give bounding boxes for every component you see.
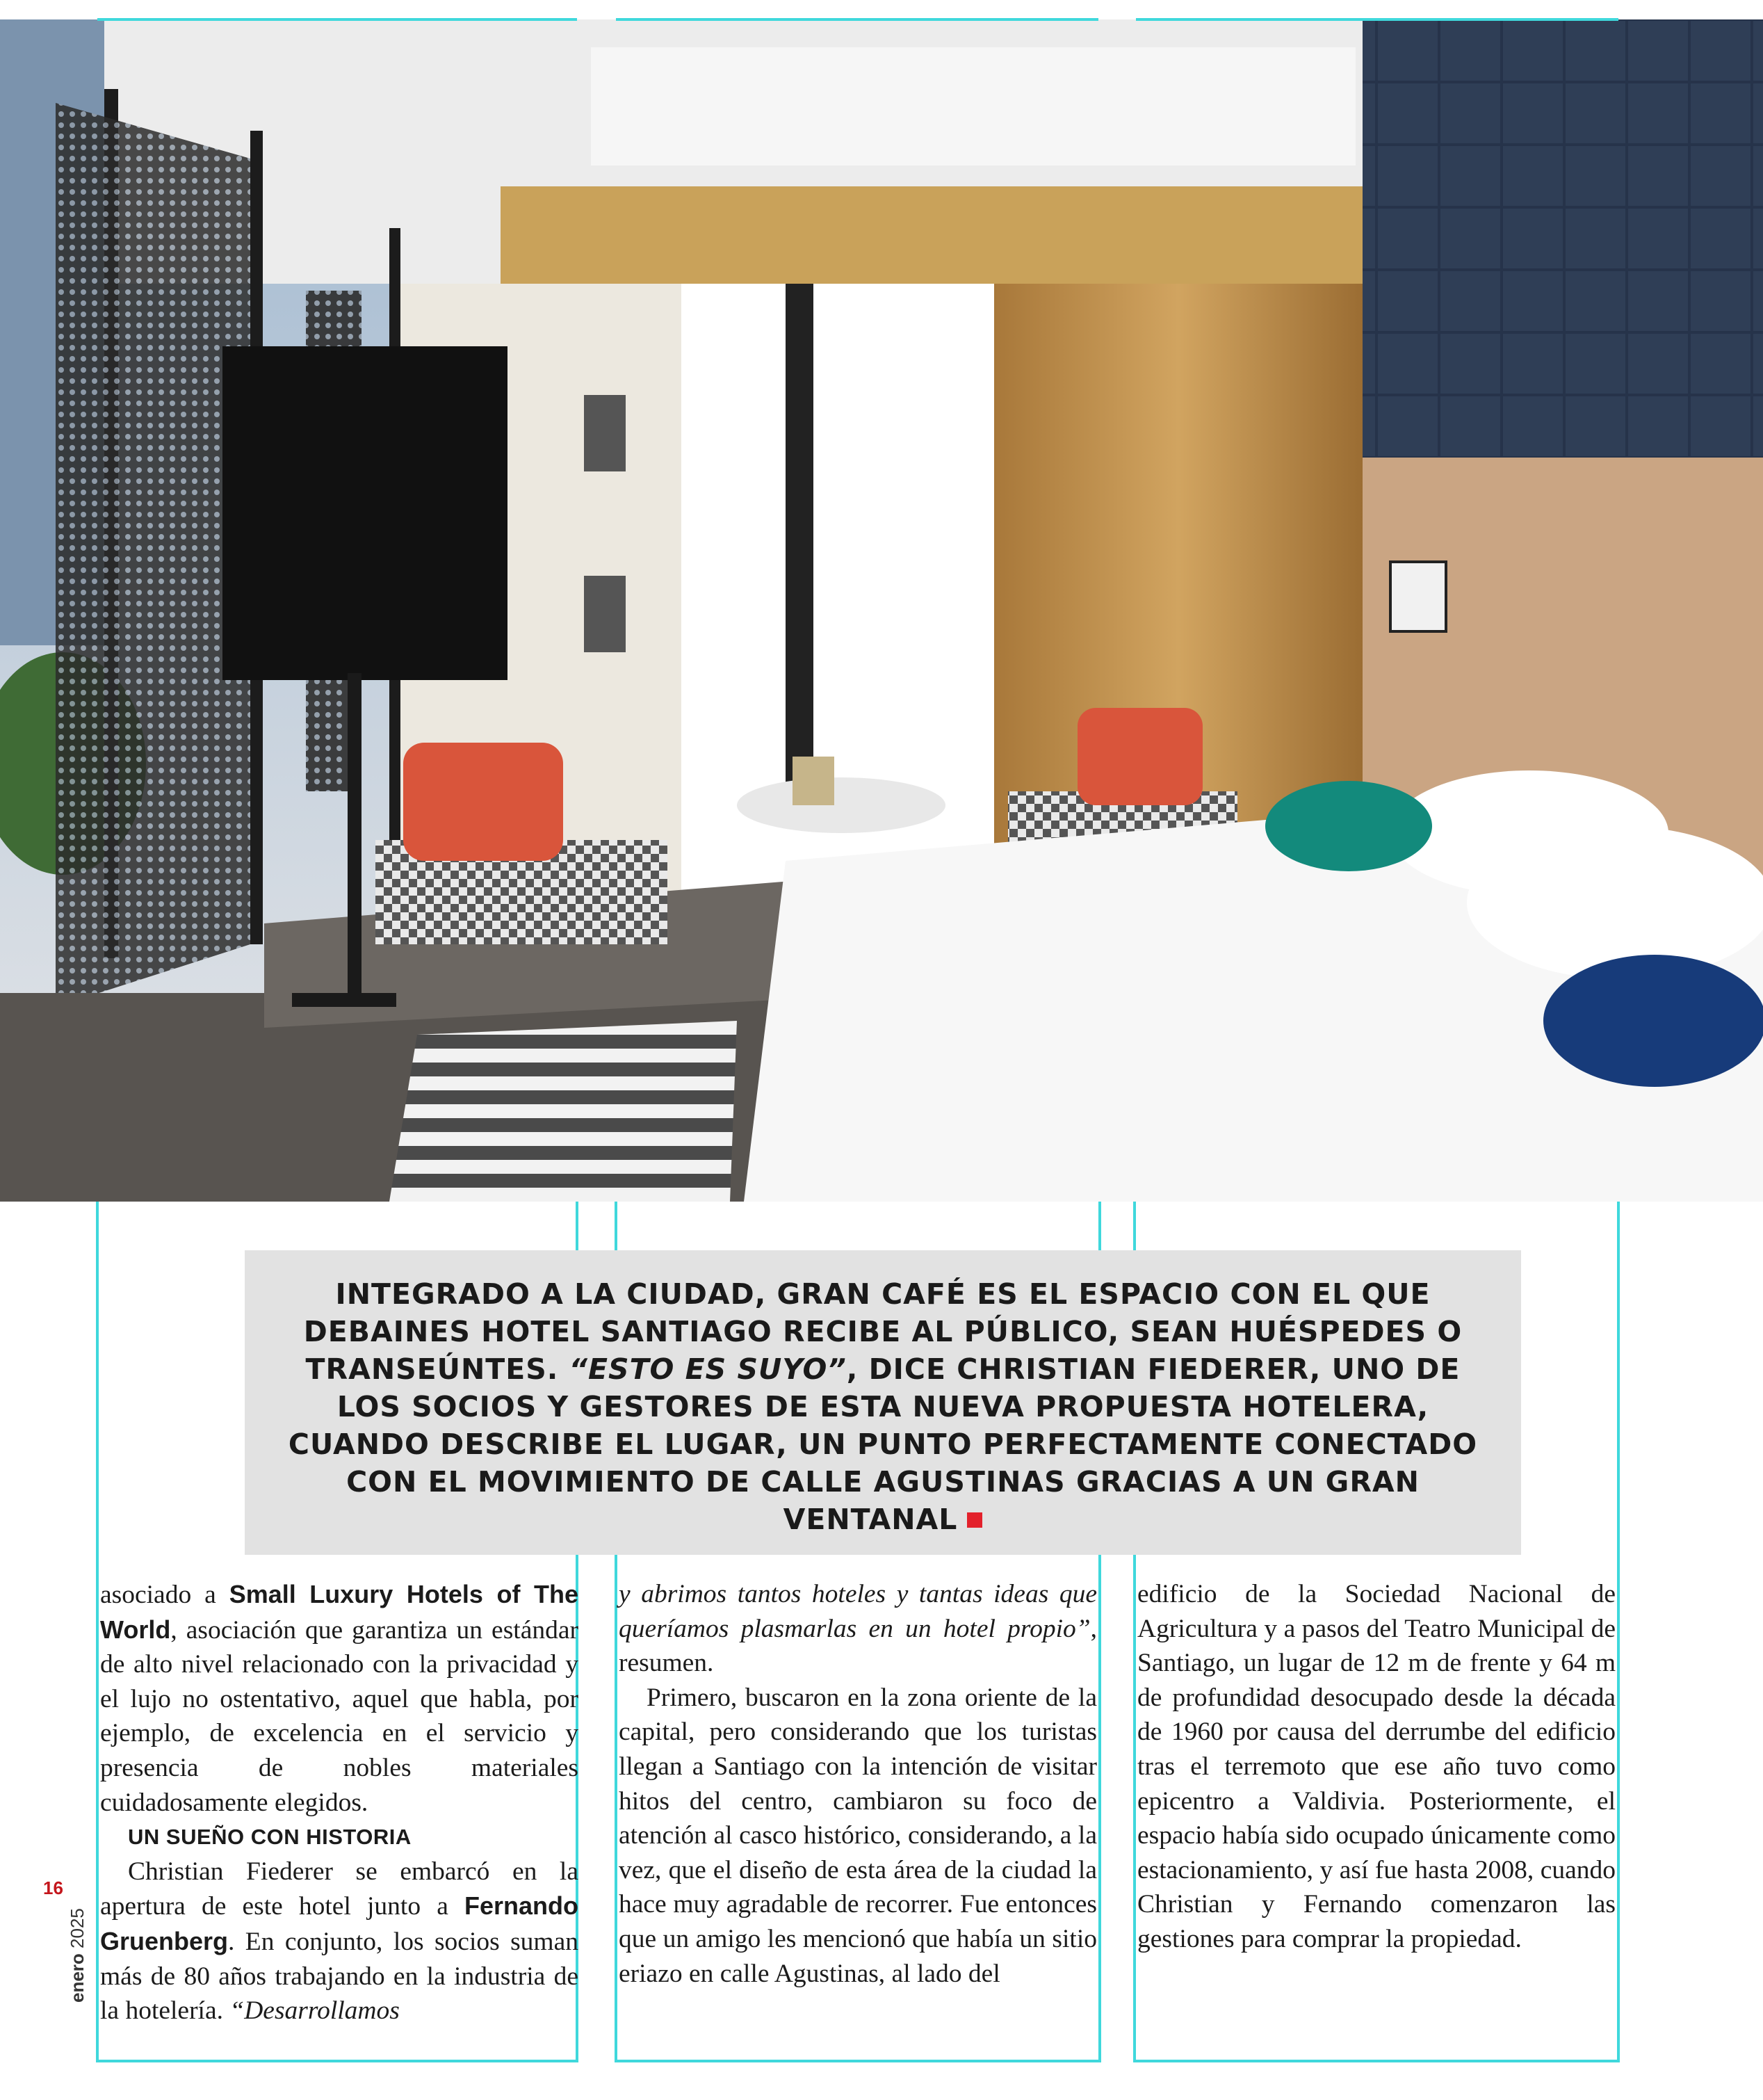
soffit — [501, 186, 1363, 284]
text-run: asociado a — [100, 1581, 229, 1609]
bold-run: Fernando Gruenberg — [100, 1891, 578, 1955]
text-column-2 — [619, 1577, 1097, 2064]
wall-lamp — [1390, 562, 1446, 631]
cushion-orange-right — [1078, 708, 1203, 805]
text-column-1 — [100, 1577, 578, 2064]
paragraph: Primero, buscaron en la zona oriente de la capital, pero considerando que los turistas llegan a Santiago con la intención de visitar hitos del centro, cambiaron su foco de atención al casco histórico, considerando, a la vez, que el diseño de esta área de la ciudad la hace muy agradable de recorrer. Fue entonces que un amigo les mencionó que había un sitio eriazo en calle Agustinas, al lado del — [619, 1683, 1097, 1988]
end-mark-icon — [967, 1512, 982, 1528]
striped-bench — [389, 1021, 737, 1202]
page-number: 16 — [43, 1877, 63, 1898]
text-run: Christian Fiederer se embarcó en la apertura de este hotel junto a — [100, 1857, 578, 1921]
section-subhead: UN SUEÑO CON HISTORIA — [128, 1825, 412, 1850]
perforated-screen — [56, 103, 250, 1007]
guide-top-2 — [616, 18, 1098, 21]
issue-month: enero — [67, 1953, 88, 2003]
cushion-orange-left — [403, 743, 563, 861]
cushion-blue — [1543, 955, 1763, 1087]
hero-photo — [0, 19, 1763, 1202]
paragraph: edificio de la Sociedad Nacional de Agricultura y a pasos del Teatro Municipal de Santiago, un lugar de 12 m de frente y 64 m de profundidad desocupado desde la década de 1960 por causa del derrumbe del edificio tras el terremoto que ese año tuvo como epicentro a Valdivia. Posteriormente, el espacio había sido ocupado únicamente como estacionamiento, y así fue hasta 2008, cuando Christian y Fernando comenzaron las gestiones para comprar la propiedad. — [1137, 1580, 1616, 1953]
text-run: , asociación que garantiza un estándar de alto nivel relacionado con la privacidad y el lujo no ostentativo, aquel que habla, por ejemplo, de excelencia en el servicio y presencia de nobles materiales cuidadosamente elegidos. — [100, 1615, 578, 1817]
text-run: . En conjunto, los socios suman más de 80 años trabajando en la industria de la hotelería. — [100, 1927, 578, 2026]
issue-year: 2025 — [67, 1908, 88, 1948]
paragraph — [619, 1577, 1097, 1681]
pull-quote-quote: “ESTO ES SUYO” — [569, 1352, 847, 1386]
bold-run: Small Luxury Hotels of The World — [100, 1580, 578, 1644]
television — [222, 346, 507, 680]
hotel-room-illustration — [0, 19, 1763, 1202]
pull-quote-text-b: , DICE CHRISTIAN FIEDERER, UNO DE LOS SOCIOS Y GESTORES DE ESTA NUEVA PROPUESTA HOTELERA, CUANDO DESCRIBE EL LUGAR, UN PUNTO PERFECTAMENTE CONECTADO CON EL MOVIMIENTO DE CALLE AGUSTINAS GRACIAS A UN GRAN VENTANAL — [288, 1352, 1478, 1536]
text-run: , resumen. — [619, 1614, 1097, 1678]
pull-quote-text-a: INTEGRADO A LA CIUDAD, GRAN CAFÉ ES EL ESPACIO CON EL QUE DEBAINES HOTEL SANTIAGO RECIBE AL PÚBLICO, SEAN HUÉSPEDES O TRANSEÚNTES. — [303, 1277, 1463, 1386]
side-table — [737, 777, 945, 833]
italic-run: “Desarrollamos — [229, 1996, 400, 2026]
cushion-green — [1265, 781, 1432, 871]
pull-quote — [245, 1250, 1521, 1555]
guide-top-3 — [1136, 18, 1618, 21]
paragraph — [100, 1855, 578, 2028]
italic-run: y abrimos tantos hoteles y tantas ideas que queríamos plasmarlas en un hotel propio” — [619, 1580, 1097, 1643]
paragraph — [100, 1577, 578, 1820]
text-column-3 — [1137, 1577, 1616, 2064]
guide-top-1 — [97, 18, 577, 21]
